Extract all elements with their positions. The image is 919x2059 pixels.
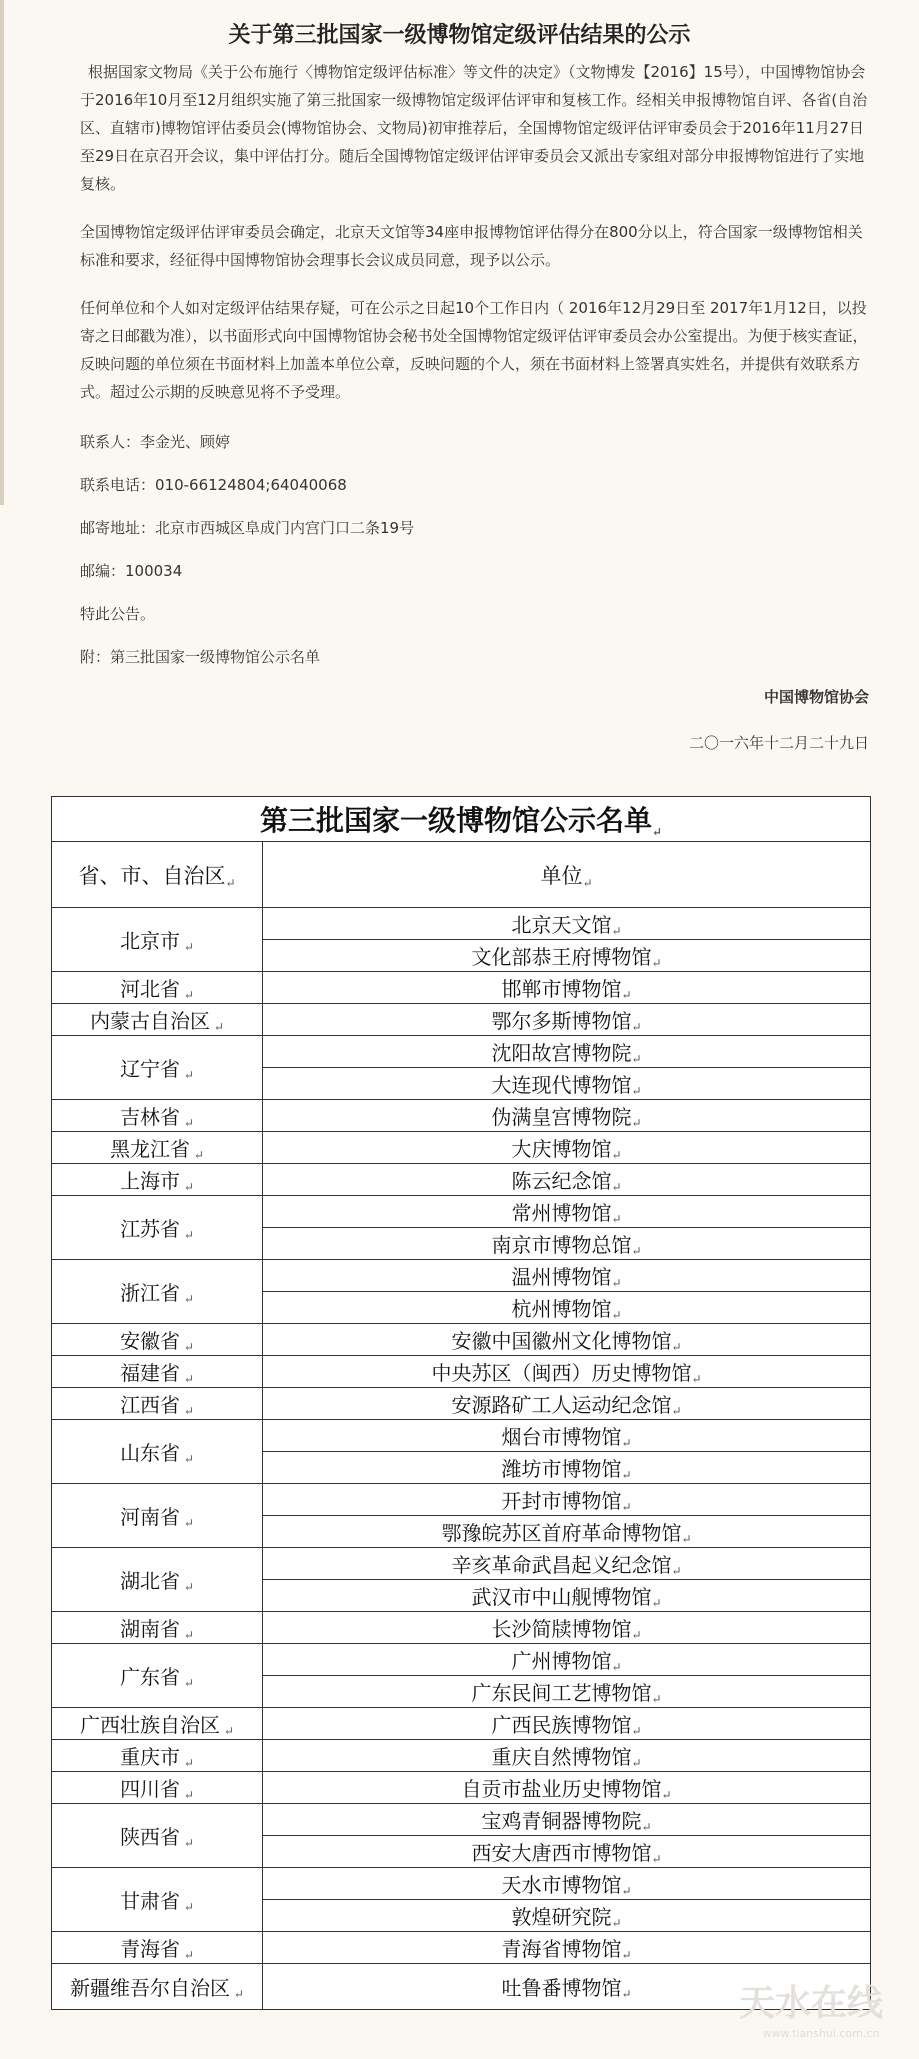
unit-cell: 中央苏区（闽西）历史博物馆↵	[263, 1356, 871, 1388]
left-border-bar	[0, 0, 4, 505]
unit-cell: 吐鲁番博物馆↵	[263, 1964, 871, 2010]
table-row	[52, 1612, 871, 1644]
unit-cell: 潍坊市博物馆↵	[263, 1452, 871, 1484]
unit-cell: 大连现代博物馆↵	[263, 1068, 871, 1100]
province-cell: 广西壮族自治区 ↵	[52, 1708, 263, 1740]
province-cell: 山东省 ↵	[52, 1420, 263, 1484]
table-row	[52, 1132, 871, 1164]
postal-code: 邮编：100034	[80, 562, 183, 580]
table-row	[52, 1100, 871, 1132]
unit-cell: 烟台市博物馆↵	[263, 1420, 871, 1452]
table-row	[52, 1004, 871, 1036]
unit-cell: 开封市博物馆↵	[263, 1484, 871, 1516]
province-cell: 黑龙江省 ↵	[52, 1132, 263, 1164]
table-row	[52, 1036, 871, 1068]
province-cell: 新疆维吾尔自治区 ↵	[52, 1964, 263, 2010]
table-row	[52, 1164, 871, 1196]
paragraph-2: 全国博物馆定级评估评审委员会确定，北京天文馆等34座申报博物馆评估得分在800分以上，符合国家一级博物馆相关标准和要求，经征得中国博物馆协会理事长会议成员同意，现予以公示。	[80, 223, 863, 269]
unit-cell: 杭州博物馆↵	[263, 1292, 871, 1324]
unit-cell: 广东民间工艺博物馆↵	[263, 1676, 871, 1708]
contact-phone: 联系电话：010-66124804;64040068	[80, 476, 347, 494]
province-cell: 四川省 ↵	[52, 1772, 263, 1804]
province-cell: 湖北省 ↵	[52, 1548, 263, 1612]
signature-date: 二〇一六年十二月二十九日	[688, 734, 869, 752]
table-row	[52, 1196, 871, 1228]
unit-cell: 广州博物馆↵	[263, 1644, 871, 1676]
unit-cell: 敦煌研究院↵	[263, 1900, 871, 1932]
unit-cell: 温州博物馆↵	[263, 1260, 871, 1292]
attachment-note: 附：第三批国家一级博物馆公示名单	[80, 648, 321, 666]
unit-cell: 鄂尔多斯博物馆↵	[263, 1004, 871, 1036]
table-row	[52, 1772, 871, 1804]
unit-cell: 广西民族博物馆↵	[263, 1708, 871, 1740]
province-cell: 安徽省 ↵	[52, 1324, 263, 1356]
unit-cell: 文化部恭王府博物馆↵	[263, 940, 871, 972]
unit-cell: 宝鸡青铜器博物院↵	[263, 1804, 871, 1836]
province-cell: 内蒙古自治区 ↵	[52, 1004, 263, 1036]
table-row	[52, 972, 871, 1004]
page-title: 关于第三批国家一级博物馆定级评估结果的公示	[228, 22, 691, 48]
province-cell: 甘肃省 ↵	[52, 1868, 263, 1932]
column-header-province: 省、市、自治区↵	[52, 842, 263, 908]
province-cell: 河南省 ↵	[52, 1484, 263, 1548]
paragraph-1: 根据国家文物局《关于公布施行〈博物馆定级评估标准〉等文件的决定》（文物博发【2016】15号），中国博物馆协会于2016年10月至12月组织实施了第三批国家一级博物馆定级评估评审和复核工作。经相关申报博物馆自评、各省(自治区、直辖市)博物馆评估委员会(博物馆协会、文物局)初审推荐后，全国博物馆定级评估评审委员会于2016年11月27日至29日在京召开会议，集中评估打分。随后全国博物馆定级评估评审委员会又派出专家组对部分申报博物馆进行了实地复核。	[80, 63, 868, 193]
unit-cell: 西安大唐西市博物馆↵	[263, 1836, 871, 1868]
closing-remark: 特此公告。	[80, 605, 156, 623]
table-row	[52, 1740, 871, 1772]
watermark-text: 天水在线	[738, 1982, 884, 2024]
table-row	[52, 1324, 871, 1356]
province-cell: 上海市 ↵	[52, 1164, 263, 1196]
unit-cell: 南京市博物总馆↵	[263, 1228, 871, 1260]
unit-cell: 常州博物馆↵	[263, 1196, 871, 1228]
column-header-unit: 单位↵	[263, 842, 871, 908]
province-cell: 陕西省 ↵	[52, 1804, 263, 1868]
unit-cell: 天水市博物馆↵	[263, 1868, 871, 1900]
watermark-logo	[721, 1975, 901, 2045]
table-title: 第三批国家一级博物馆公示名单↵	[52, 797, 871, 842]
notice-body	[0, 58, 919, 671]
table-row	[52, 908, 871, 940]
province-cell: 江苏省 ↵	[52, 1196, 263, 1260]
unit-cell: 安源路矿工人运动纪念馆↵	[263, 1388, 871, 1420]
contact-person: 联系人：李金光、顾婷	[80, 433, 231, 451]
unit-cell: 辛亥革命武昌起义纪念馆↵	[263, 1548, 871, 1580]
table-row	[52, 1548, 871, 1580]
table-row	[52, 1356, 871, 1388]
province-cell: 福建省 ↵	[52, 1356, 263, 1388]
province-cell: 辽宁省 ↵	[52, 1036, 263, 1100]
province-cell: 青海省 ↵	[52, 1932, 263, 1964]
province-cell: 河北省 ↵	[52, 972, 263, 1004]
province-cell: 北京市 ↵	[52, 908, 263, 972]
table-row	[52, 1708, 871, 1740]
unit-cell: 鄂豫皖苏区首府革命博物馆↵	[263, 1516, 871, 1548]
unit-cell: 伪满皇宫博物院↵	[263, 1100, 871, 1132]
unit-cell: 邯郸市博物馆↵	[263, 972, 871, 1004]
mailing-address: 邮寄地址：北京市西城区阜成门内宫门口二条19号	[80, 519, 415, 537]
watermark-url: www.tianshui.com.cn	[762, 2027, 880, 2040]
unit-cell: 重庆自然博物馆↵	[263, 1740, 871, 1772]
unit-cell: 武汉市中山舰博物馆↵	[263, 1580, 871, 1612]
signature-org: 中国博物馆协会	[763, 688, 869, 706]
unit-cell: 长沙简牍博物馆↵	[263, 1612, 871, 1644]
table-row	[52, 1484, 871, 1516]
table-row	[52, 1868, 871, 1900]
unit-cell: 沈阳故宫博物院↵	[263, 1036, 871, 1068]
table-row	[52, 1644, 871, 1676]
province-cell: 江西省 ↵	[52, 1388, 263, 1420]
museum-list-table	[51, 796, 871, 2010]
table-row	[52, 1804, 871, 1836]
province-cell: 重庆市 ↵	[52, 1740, 263, 1772]
province-cell: 广东省 ↵	[52, 1644, 263, 1708]
unit-cell: 大庆博物馆↵	[263, 1132, 871, 1164]
province-cell: 浙江省 ↵	[52, 1260, 263, 1324]
unit-cell: 青海省博物馆↵	[263, 1932, 871, 1964]
unit-cell: 北京天文馆↵	[263, 908, 871, 940]
table-row	[52, 1260, 871, 1292]
province-cell: 湖南省 ↵	[52, 1612, 263, 1644]
paragraph-3: 任何单位和个人如对定级评估结果存疑，可在公示之日起10个工作日内（ 2016年12月29日至 2017年1月12日，以投寄之日邮戳为准），以书面形式向中国博物馆协会秘书处全国博物馆定级评估评审委员会办公室提出。为便于核实查证，反映问题的单位须在书面材料上加盖本单位公章，反映问题的个人，须在书面材料上签署真实姓名，并提供有效联系方式。超过公示期的反映意见将不予受理。	[80, 299, 868, 401]
table-row	[52, 1388, 871, 1420]
unit-cell: 安徽中国徽州文化博物馆↵	[263, 1324, 871, 1356]
table-row	[52, 1932, 871, 1964]
unit-cell: 自贡市盐业历史博物馆↵	[263, 1772, 871, 1804]
unit-cell: 陈云纪念馆↵	[263, 1164, 871, 1196]
table-row	[52, 1420, 871, 1452]
province-cell: 吉林省 ↵	[52, 1100, 263, 1132]
